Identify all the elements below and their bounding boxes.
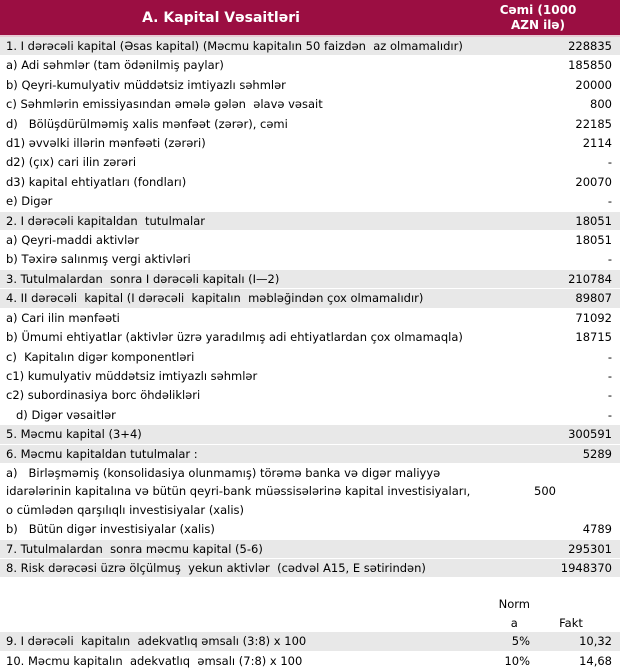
row-label: 5. Məcmu kapital (3+4) xyxy=(6,427,142,442)
row-label: 6. Məcmu kapitaldan tutulmalar : xyxy=(6,446,198,461)
row-value: 185850 xyxy=(568,58,612,73)
row-value: 5289 xyxy=(582,446,612,461)
table-row xyxy=(0,367,620,386)
ratio-table-row xyxy=(0,652,620,671)
row-value: - xyxy=(607,368,612,383)
row-label: 1. I dərəcəli kapital (Əsas kapital) (Məcmu kapitalın 50 faizdən az olmamalıdır) xyxy=(6,39,463,53)
row-value: - xyxy=(607,252,612,267)
table-row xyxy=(0,520,620,539)
table-row xyxy=(0,328,620,347)
row-value: 22185 xyxy=(575,116,612,131)
ratio-header-row xyxy=(0,595,620,632)
table-row xyxy=(0,406,620,425)
row-label: b) Qeyri-kumulyativ müddətsiz imtiyazlı səhmlər xyxy=(6,77,286,92)
table-row xyxy=(0,192,620,211)
ratio-fakt-value: 14,68 xyxy=(579,653,612,668)
amount-column-header: Cəmi (1000 AZN ilə) xyxy=(499,2,577,32)
row-value: 18051 xyxy=(575,213,612,228)
row-label: 8. Risk dərəcəsi üzrə ölçülmuş yekun aktivlər (cədvəl A15, E sətirindən) xyxy=(6,560,426,575)
row-label: e) Digər xyxy=(6,194,53,209)
ratio-row-label: 9. I dərəcəli kapitalın adekvatlıq əmsalı (3:8) x 100 xyxy=(6,634,307,649)
ratio-fakt-value: 10,32 xyxy=(579,634,612,649)
row-label: b) Ümumi ehtiyatlar (aktivlər üzrə yaradılmış adi ehtiyatlardan çox olmamaqla) xyxy=(6,330,463,345)
row-value: 89807 xyxy=(575,291,612,306)
page-title: A. Kapital Vəsaitləri xyxy=(142,9,300,26)
row-value: 295301 xyxy=(568,541,612,556)
row-value: 18051 xyxy=(575,233,612,248)
row-label: c) Səhmlərin emissiyasından əmələ gələn əlavə vəsait xyxy=(6,97,323,112)
table-row xyxy=(0,270,620,289)
row-label: 7. Tutulmalardan sonra məcmu kapital (5-6) xyxy=(6,541,263,556)
row-label: a) Adi səhmlər (tam ödənilmiş paylar) xyxy=(6,58,224,73)
row-value: 228835 xyxy=(568,39,612,53)
table-row xyxy=(0,95,620,114)
row-value: 4789 xyxy=(582,522,612,537)
section-gap xyxy=(0,578,620,595)
ratio-norma-value: 5% xyxy=(511,634,530,649)
table-row xyxy=(0,540,620,559)
table-row xyxy=(0,231,620,250)
table-row xyxy=(0,386,620,405)
table-row xyxy=(0,153,620,172)
row-value: - xyxy=(607,388,612,403)
ratio-row-label: 10. Məcmu kapitalın adekvatlıq əmsalı (7:8) x 100 xyxy=(6,653,303,668)
row-value: - xyxy=(607,155,612,170)
row-label: d1) əvvəlki illərin mənfəəti (zərəri) xyxy=(6,136,206,151)
ratio-table-body xyxy=(0,632,620,671)
row-label: d) Digər vəsaitlər xyxy=(16,407,116,422)
row-value: 71092 xyxy=(575,310,612,325)
row-value: 300591 xyxy=(568,427,612,442)
row-label: 2. I dərəcəli kapitaldan tutulmalar xyxy=(6,213,206,228)
table-row xyxy=(0,348,620,367)
norma-header-line1: Norm xyxy=(498,597,530,612)
table-row xyxy=(0,289,620,308)
row-value: - xyxy=(607,194,612,209)
row-value: - xyxy=(607,407,612,422)
row-value: 20000 xyxy=(575,77,612,92)
ratio-norma-value: 10% xyxy=(504,653,530,668)
row-label: d2) (çıx) cari ilin zərəri xyxy=(6,155,137,170)
row-label: d) Bölüşdürülməmiş xalis mənfəət (zərər), cəmi xyxy=(6,116,288,131)
row-label: a) Cari ilin mənfəəti xyxy=(6,310,120,325)
row-value: 1948370 xyxy=(560,560,612,575)
row-label: c) Kapitalın digər komponentləri xyxy=(6,349,195,364)
table-row xyxy=(0,212,620,231)
row-label: 3. Tutulmalardan sonra I dərəcəli kapitalı (I—2) xyxy=(6,271,280,286)
row-label: d3) kapital ehtiyatları (fondları) xyxy=(6,174,187,189)
ratio-table-row xyxy=(0,632,620,651)
norma-header-line2: a xyxy=(510,615,518,630)
table-row xyxy=(0,173,620,192)
fakt-column-header: Fakt xyxy=(559,615,583,630)
norma-column-header xyxy=(455,595,530,632)
row-value: 800 xyxy=(590,97,612,112)
row-label: b) Bütün digər investisiyalar (xalis) xyxy=(6,522,215,537)
row-label: b) Təxirə salınmış vergi aktivləri xyxy=(6,252,191,267)
table-row xyxy=(0,134,620,153)
row-label: 4. II dərəcəli kapital (I dərəcəli kapitalın məbləğindən çox olmamalıdır) xyxy=(6,291,424,306)
row-value: - xyxy=(607,349,612,364)
table-row xyxy=(0,37,620,56)
table-header-row xyxy=(0,0,620,37)
row-label: a) Birləşməmiş (konsolidasiya olunmamış) törəmə banka və digər maliyyə idarələrinin kapitalına və bütün qeyri-bank müəssisələrinə kapital investisiyaları, o cümlədən qarşılıqlı investisiyalar (xalis) xyxy=(6,465,474,517)
row-value: 2114 xyxy=(582,136,612,151)
row-label: a) Qeyri-maddi aktivlər xyxy=(6,233,140,248)
row-label: c1) kumulyativ müddətsiz imtiyazlı səhmlər xyxy=(6,368,258,383)
table-row xyxy=(0,309,620,328)
row-label: c2) subordinasiya borc öhdəlikləri xyxy=(6,388,201,403)
table-row xyxy=(0,445,620,464)
table-row xyxy=(0,250,620,269)
table-body xyxy=(0,37,620,578)
row-value: 210784 xyxy=(568,271,612,286)
row-value: 500 xyxy=(534,484,556,499)
row-value: 18715 xyxy=(575,330,612,345)
row-value: 20070 xyxy=(575,174,612,189)
table-row xyxy=(0,76,620,95)
table-row xyxy=(0,115,620,134)
table-row xyxy=(0,559,620,578)
table-row xyxy=(0,425,620,444)
table-row xyxy=(0,464,620,520)
table-row xyxy=(0,56,620,75)
